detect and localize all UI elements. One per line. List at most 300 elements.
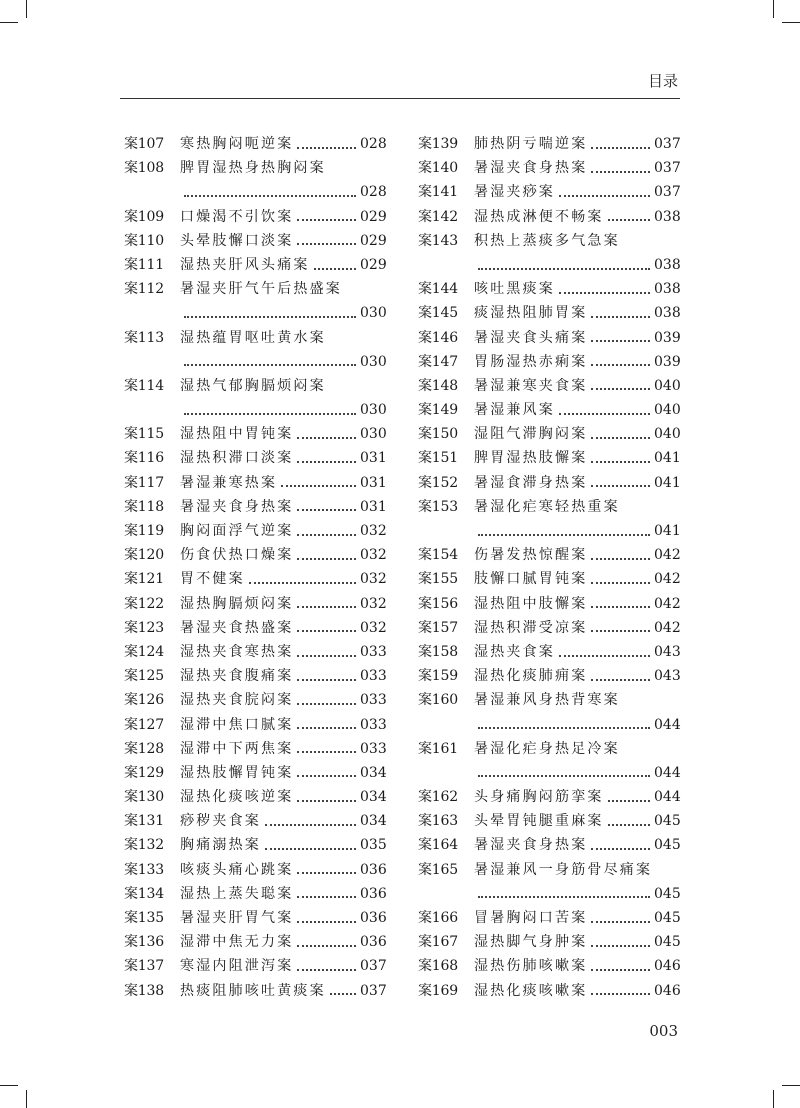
case-page: 033 — [360, 716, 387, 733]
leader-dots — [265, 823, 356, 826]
leader-dots — [297, 750, 356, 753]
case-title: 湿热蕴胃呕吐黄水案 — [180, 329, 326, 346]
case-title: 湿热成淋便不畅案 — [474, 208, 604, 225]
leader-dots — [591, 339, 650, 342]
toc-entry[interactable] — [418, 301, 680, 325]
case-number: 案134 — [124, 885, 164, 902]
case-page: 031 — [360, 450, 387, 467]
toc-entry[interactable] — [124, 543, 386, 567]
leader-dots — [184, 363, 356, 366]
case-title: 寒热胸闷呃逆案 — [180, 136, 294, 152]
leader-dots — [265, 847, 356, 850]
toc-entry[interactable] — [124, 640, 386, 664]
toc-entry[interactable] — [418, 543, 680, 567]
toc-entry-continuation[interactable] — [418, 882, 680, 906]
case-title: 咳痰头痛心跳案 — [180, 861, 294, 878]
case-page: 030 — [360, 426, 387, 443]
crop-mark — [773, 1090, 774, 1108]
toc-entry-continuation[interactable] — [124, 301, 386, 325]
case-number: 案109 — [124, 208, 164, 225]
case-title: 暑湿夹痧案 — [474, 184, 555, 201]
leader-dots — [591, 678, 650, 681]
case-page: 040 — [654, 402, 681, 419]
case-title: 暑湿夹食热盛案 — [180, 619, 294, 636]
case-page: 031 — [360, 474, 387, 491]
case-number: 案142 — [418, 208, 458, 225]
leader-dots — [591, 581, 650, 584]
case-page: 044 — [654, 764, 681, 781]
toc-entry[interactable] — [124, 132, 386, 156]
case-title: 肢懈口腻胃钝案 — [474, 571, 588, 588]
case-page: 036 — [360, 934, 387, 951]
crop-mark — [782, 22, 800, 23]
toc-entry[interactable] — [418, 374, 680, 398]
case-title: 湿热夹食案 — [474, 643, 555, 660]
case-number: 案112 — [124, 281, 164, 298]
toc-entry-continuation[interactable] — [124, 398, 386, 422]
case-title: 热痰阻肺咳吐黄痰案 — [180, 982, 326, 999]
case-number: 案148 — [418, 377, 458, 394]
leader-dots — [314, 267, 356, 270]
leader-dots — [591, 170, 650, 173]
case-number: 案107 — [124, 136, 164, 152]
crop-mark — [26, 1090, 27, 1108]
case-title: 湿热脚气身肿案 — [474, 934, 588, 951]
case-page: 028 — [360, 184, 387, 201]
case-title: 暑湿兼寒夹食案 — [474, 377, 588, 394]
toc-entry[interactable] — [124, 374, 386, 398]
toc-entry[interactable] — [418, 737, 680, 761]
leader-dots — [184, 194, 356, 197]
leader-dots — [184, 412, 356, 415]
toc-entry[interactable] — [418, 785, 680, 809]
case-title: 暑湿夹肝气午后热盛案 — [180, 281, 342, 298]
leader-dots — [591, 436, 650, 439]
case-page: 042 — [654, 595, 681, 612]
leader-dots — [591, 629, 650, 632]
toc-entry[interactable] — [418, 132, 680, 156]
crop-mark — [0, 1085, 18, 1086]
case-page: 034 — [360, 813, 387, 830]
case-title: 暑湿食滞身热案 — [474, 474, 588, 491]
leader-dots — [591, 992, 650, 995]
case-number: 案167 — [418, 934, 458, 951]
case-title: 暑湿夹食身热案 — [474, 160, 588, 177]
crop-mark — [26, 0, 27, 18]
case-page: 044 — [654, 789, 681, 806]
case-number: 案143 — [418, 232, 458, 249]
toc-entry[interactable] — [124, 737, 386, 761]
leader-dots — [591, 920, 650, 923]
toc-entry[interactable] — [418, 688, 680, 712]
toc-entry[interactable] — [124, 713, 386, 737]
case-title: 湿阻气滞胸闷案 — [474, 426, 588, 443]
case-title: 暑湿兼风一身筋骨尽痛案 — [474, 861, 653, 878]
toc-entry[interactable] — [124, 277, 386, 301]
case-page: 037 — [654, 136, 681, 152]
case-number: 案113 — [124, 329, 164, 346]
case-number: 案152 — [418, 474, 458, 491]
toc-entry[interactable] — [418, 422, 680, 446]
leader-dots — [184, 315, 356, 318]
leader-dots — [297, 774, 356, 777]
case-number: 案155 — [418, 571, 458, 588]
case-page: 042 — [654, 571, 681, 588]
leader-dots — [559, 654, 650, 657]
case-page: 045 — [654, 910, 681, 926]
toc-entry[interactable] — [418, 205, 680, 229]
case-number: 案117 — [124, 474, 164, 491]
case-number: 案166 — [418, 910, 458, 926]
case-number: 案169 — [418, 982, 458, 999]
leader-dots — [559, 291, 650, 294]
case-number: 案156 — [418, 595, 458, 612]
case-title: 脾胃湿热肢懈案 — [474, 450, 588, 467]
leader-dots — [297, 968, 356, 971]
case-number: 案110 — [124, 232, 164, 249]
toc-entry[interactable] — [124, 930, 386, 954]
toc-entry[interactable] — [124, 205, 386, 229]
case-page: 037 — [654, 160, 681, 177]
case-title: 湿热化痰肺痈案 — [474, 668, 588, 685]
case-title: 湿热积滞口淡案 — [180, 450, 294, 467]
case-page: 033 — [360, 668, 387, 685]
case-page: 036 — [360, 861, 387, 878]
leader-dots — [297, 533, 356, 536]
toc-entry[interactable] — [418, 833, 680, 857]
case-title: 冒暑胸闷口苦案 — [474, 910, 588, 926]
toc-entry[interactable] — [124, 809, 386, 833]
case-number: 案147 — [418, 353, 458, 370]
case-number: 案130 — [124, 789, 164, 806]
case-title: 湿热上蒸失聪案 — [180, 885, 294, 902]
leader-dots — [591, 944, 650, 947]
leader-dots — [297, 629, 356, 632]
toc-entry[interactable] — [124, 326, 386, 350]
toc-entry-continuation[interactable] — [124, 350, 386, 374]
case-page: 045 — [654, 837, 681, 854]
case-title: 暑湿兼寒热案 — [180, 474, 278, 491]
toc-entry[interactable] — [418, 446, 680, 470]
crop-mark — [773, 0, 774, 18]
leader-dots — [297, 436, 356, 439]
case-number: 案160 — [418, 692, 458, 709]
case-page: 032 — [360, 595, 387, 612]
case-number: 案111 — [124, 256, 164, 273]
leader-dots — [591, 605, 650, 608]
toc-entry[interactable] — [124, 906, 386, 930]
case-title: 暑湿夹食身热案 — [180, 498, 294, 515]
toc-entry[interactable] — [418, 398, 680, 422]
case-page: 045 — [654, 934, 681, 951]
toc-entry[interactable] — [418, 326, 680, 350]
case-page: 032 — [360, 547, 387, 564]
case-title: 湿热阻中胃钝案 — [180, 426, 294, 443]
leader-dots — [591, 387, 650, 390]
leader-dots — [591, 847, 650, 850]
case-title: 湿热阻中肢懈案 — [474, 595, 588, 612]
case-page: 038 — [654, 256, 681, 273]
case-title: 暑湿化疟身热足冷案 — [474, 740, 620, 757]
case-page: 029 — [360, 208, 387, 225]
case-page: 040 — [654, 426, 681, 443]
toc-entry[interactable] — [124, 616, 386, 640]
toc-entry[interactable] — [124, 229, 386, 253]
case-page: 034 — [360, 764, 387, 781]
leader-dots — [608, 799, 650, 802]
leader-dots — [297, 920, 356, 923]
crop-mark — [782, 1085, 800, 1086]
leader-dots — [478, 774, 650, 777]
toc-entry[interactable] — [418, 664, 680, 688]
toc-entry[interactable] — [418, 277, 680, 301]
case-number: 案149 — [418, 402, 458, 419]
case-title: 湿热夹食寒热案 — [180, 643, 294, 660]
leader-dots — [478, 726, 650, 729]
toc-entry[interactable] — [124, 882, 386, 906]
case-page: 038 — [654, 305, 681, 322]
toc-entry[interactable] — [418, 567, 680, 591]
case-number: 案114 — [124, 377, 164, 394]
leader-dots — [297, 895, 356, 898]
case-title: 暑湿夹肝胃气案 — [180, 910, 294, 926]
case-title: 湿热气郁胸膈烦闷案 — [180, 377, 326, 394]
toc-entry[interactable] — [124, 688, 386, 712]
case-page: 036 — [360, 910, 387, 926]
leader-dots — [591, 363, 650, 366]
case-number: 案146 — [418, 329, 458, 346]
case-page: 045 — [654, 885, 681, 902]
toc-entry-continuation[interactable] — [418, 713, 680, 737]
leader-dots — [297, 242, 356, 245]
case-page: 041 — [654, 450, 681, 467]
toc-entry[interactable] — [124, 471, 386, 495]
leader-dots — [559, 194, 650, 197]
case-number: 案137 — [124, 958, 164, 975]
case-number: 案157 — [418, 619, 458, 636]
case-number: 案116 — [124, 450, 164, 467]
case-number: 案145 — [418, 305, 458, 322]
case-number: 案150 — [418, 426, 458, 443]
case-page: 031 — [360, 498, 387, 515]
case-page: 039 — [654, 353, 681, 370]
case-page: 029 — [360, 256, 387, 273]
case-number: 案164 — [418, 837, 458, 854]
toc-entry[interactable] — [418, 180, 680, 204]
case-title: 头身痛胸闷筋挛案 — [474, 789, 604, 806]
toc-entry[interactable] — [418, 156, 680, 180]
case-title: 湿滞中下两焦案 — [180, 740, 294, 757]
case-number: 案138 — [124, 982, 164, 999]
toc-entry[interactable] — [418, 350, 680, 374]
case-number: 案124 — [124, 643, 164, 660]
leader-dots — [591, 315, 650, 318]
case-page: 029 — [360, 232, 387, 249]
toc-entry[interactable] — [418, 495, 680, 519]
toc-entry-continuation[interactable] — [418, 253, 680, 277]
toc-column-left — [124, 132, 386, 1003]
case-number: 案163 — [418, 813, 458, 830]
case-title: 寒湿内阻泄泻案 — [180, 958, 294, 975]
case-number: 案132 — [124, 837, 164, 854]
toc-entry[interactable] — [418, 906, 680, 930]
case-title: 湿热肢懈胃钝案 — [180, 764, 294, 781]
case-page: 033 — [360, 643, 387, 660]
case-number: 案118 — [124, 498, 164, 515]
case-page: 041 — [654, 474, 681, 491]
toc-entry[interactable] — [124, 954, 386, 978]
case-page: 044 — [654, 716, 681, 733]
leader-dots — [281, 484, 356, 487]
toc-entry[interactable] — [418, 930, 680, 954]
case-number: 案125 — [124, 668, 164, 685]
case-page: 043 — [654, 668, 681, 685]
case-title: 湿热夹肝风头痛案 — [180, 256, 310, 273]
case-page: 041 — [654, 523, 681, 539]
toc-entry[interactable] — [124, 422, 386, 446]
toc-entry[interactable] — [418, 809, 680, 833]
case-title: 肺热阴亏喘逆案 — [474, 136, 588, 152]
toc-entry[interactable] — [124, 446, 386, 470]
case-title: 湿热化痰咳嗽案 — [474, 982, 588, 999]
case-number: 案165 — [418, 861, 458, 878]
toc-column-right — [418, 132, 680, 1003]
case-page: 037 — [360, 958, 387, 975]
case-title: 痰湿热阻肺胃案 — [474, 305, 588, 322]
case-number: 案162 — [418, 789, 458, 806]
case-title: 头晕肢懈口淡案 — [180, 232, 294, 249]
toc-entry[interactable] — [124, 567, 386, 591]
case-title: 胃肠湿热赤痢案 — [474, 353, 588, 370]
leader-dots — [591, 484, 650, 487]
leader-dots — [297, 726, 356, 729]
leader-dots — [591, 968, 650, 971]
leader-dots — [297, 654, 356, 657]
case-page: 030 — [360, 305, 387, 322]
toc-entry[interactable] — [124, 253, 386, 277]
toc-entry[interactable] — [418, 979, 680, 1003]
case-title: 胸痛溺热案 — [180, 837, 261, 854]
leader-dots — [478, 895, 650, 898]
case-number: 案161 — [418, 740, 458, 757]
leader-dots — [591, 460, 650, 463]
case-number: 案128 — [124, 740, 164, 757]
toc-entry[interactable] — [418, 616, 680, 640]
toc-entry[interactable] — [124, 664, 386, 688]
toc-entry[interactable] — [124, 495, 386, 519]
case-page: 045 — [654, 813, 681, 830]
toc-entry[interactable] — [124, 979, 386, 1003]
case-number: 案126 — [124, 692, 164, 709]
leader-dots — [297, 944, 356, 947]
case-number: 案168 — [418, 958, 458, 975]
case-number: 案123 — [124, 619, 164, 636]
case-page: 043 — [654, 643, 681, 660]
case-page: 030 — [360, 353, 387, 370]
leader-dots — [297, 218, 356, 221]
case-page: 035 — [360, 837, 387, 854]
leader-dots — [297, 678, 356, 681]
case-page: 032 — [360, 523, 387, 539]
toc-entry-continuation[interactable] — [124, 180, 386, 204]
toc-entry[interactable] — [418, 858, 680, 882]
case-title: 痧秽夹食案 — [180, 813, 261, 830]
toc-entry[interactable] — [124, 858, 386, 882]
case-number: 案108 — [124, 160, 164, 177]
toc-entry[interactable] — [124, 761, 386, 785]
case-title: 湿滞中焦口腻案 — [180, 716, 294, 733]
case-page: 034 — [360, 789, 387, 806]
case-page: 037 — [360, 982, 387, 999]
toc-entry[interactable] — [124, 785, 386, 809]
case-page: 042 — [654, 547, 681, 564]
case-number: 案144 — [418, 281, 458, 298]
toc-entry[interactable] — [418, 229, 680, 253]
case-page: 040 — [654, 377, 681, 394]
toc-entry[interactable] — [124, 833, 386, 857]
case-title: 湿热化痰咳逆案 — [180, 789, 294, 806]
case-number: 案158 — [418, 643, 458, 660]
case-title: 湿滞中焦无力案 — [180, 934, 294, 951]
toc-entry[interactable] — [418, 471, 680, 495]
toc-entry[interactable] — [124, 519, 386, 543]
case-page: 036 — [360, 885, 387, 902]
case-title: 暑湿夹食身热案 — [474, 837, 588, 854]
case-number: 案127 — [124, 716, 164, 733]
toc-entry[interactable] — [124, 156, 386, 180]
page-number: 003 — [649, 1022, 678, 1040]
toc-entry[interactable] — [418, 640, 680, 664]
case-title: 积热上蒸痰多气急案 — [474, 232, 620, 249]
toc-entry[interactable] — [418, 592, 680, 616]
crop-mark — [0, 22, 18, 23]
case-number: 案133 — [124, 861, 164, 878]
leader-dots — [297, 460, 356, 463]
case-title: 暑湿夹食头痛案 — [474, 329, 588, 346]
leader-dots — [608, 218, 650, 221]
leader-dots — [297, 508, 356, 511]
case-title: 湿热积滞受凉案 — [474, 619, 588, 636]
toc-entry-continuation[interactable] — [418, 761, 680, 785]
case-page: 046 — [654, 982, 681, 999]
leader-dots — [249, 581, 356, 584]
case-title: 胸闷面浮气逆案 — [180, 523, 294, 539]
toc-entry[interactable] — [418, 954, 680, 978]
toc-entry[interactable] — [124, 592, 386, 616]
case-title: 脾胃湿热身热胸闷案 — [180, 160, 326, 177]
case-title: 口燥渴不引饮案 — [180, 208, 294, 225]
leader-dots — [297, 605, 356, 608]
case-title: 湿热伤肺咳嗽案 — [474, 958, 588, 975]
case-number: 案141 — [418, 184, 458, 201]
toc-entry-continuation[interactable] — [418, 519, 680, 543]
case-number: 案121 — [124, 571, 164, 588]
leader-dots — [297, 799, 356, 802]
case-number: 案115 — [124, 426, 164, 443]
case-number: 案154 — [418, 547, 458, 564]
header-rule — [120, 98, 680, 99]
case-page: 032 — [360, 571, 387, 588]
leader-dots — [591, 146, 650, 149]
leader-dots — [297, 871, 356, 874]
case-number: 案136 — [124, 934, 164, 951]
case-number: 案129 — [124, 764, 164, 781]
leader-dots — [297, 557, 356, 560]
leader-dots — [608, 823, 650, 826]
case-page: 032 — [360, 619, 387, 636]
case-title: 湿热夹食腹痛案 — [180, 668, 294, 685]
case-number: 案140 — [418, 160, 458, 177]
